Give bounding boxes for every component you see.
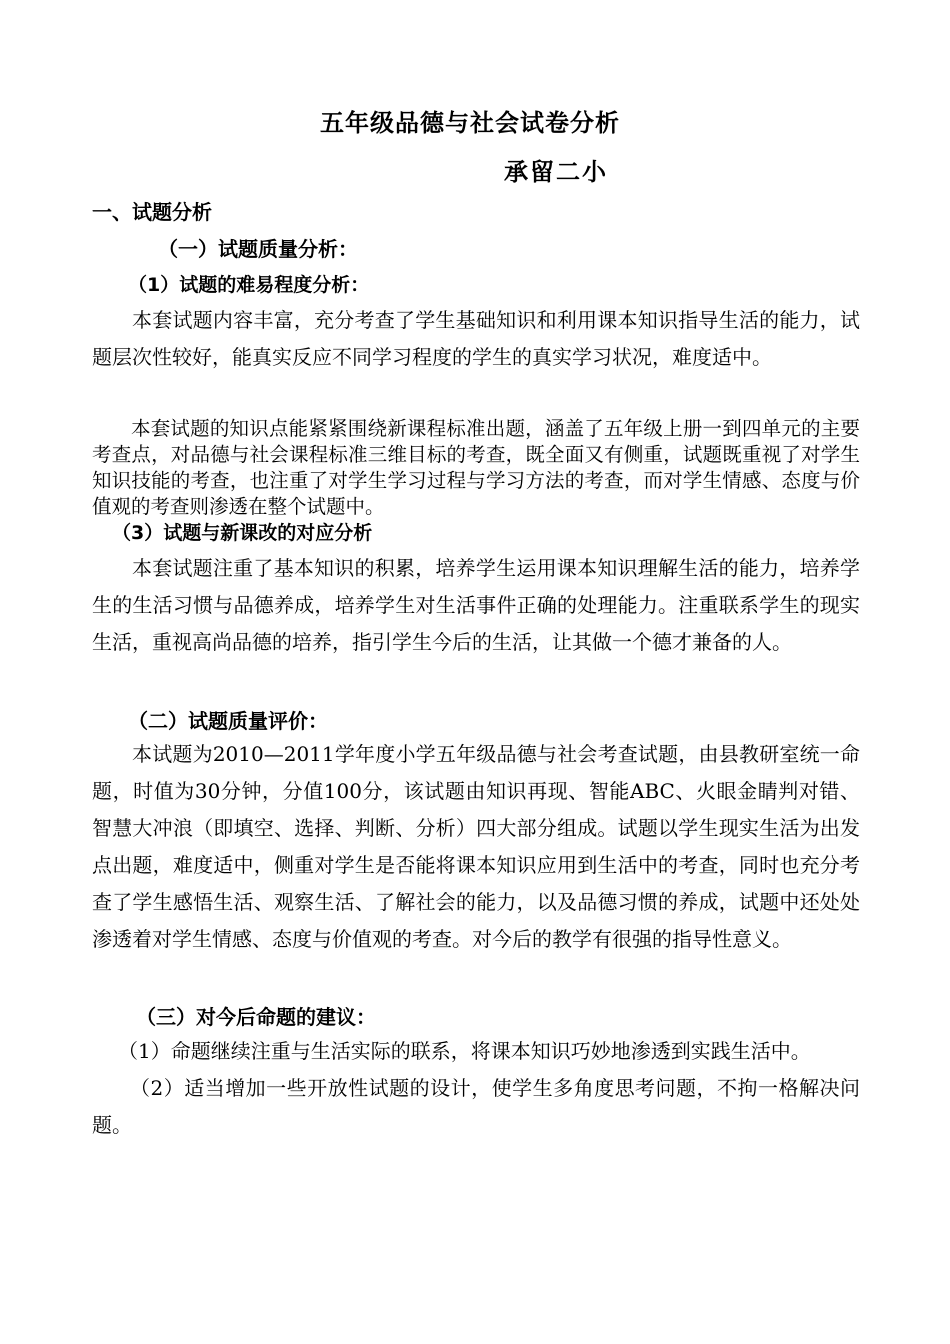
suggestion-2: （2）适当增加一些开放性试题的设计，使学生多角度思考问题，不拘一格解决问题。 <box>92 1076 860 1137</box>
paragraph-curriculum: 本套试题注重了基本知识的积累，培养学生运用课本知识理解生活的能力，培养学生的生活习惯与品德养成，培养学生对生活事件正确的处理能力。注重联系学生的现实生活，重视高尚品德的培养，指引学生今后的生活，让其做一个德才兼备的人。 <box>92 556 860 654</box>
subsection-heading-suggestions: （三）对今后命题的建议： <box>136 1005 376 1029</box>
paragraph-difficulty-1: 本套试题内容丰富，充分考查了学生基础知识和利用课本知识指导生活的能力，试题层次性较好，能真实反应不同学习程度的学生的真实学习状况，难度适中。 <box>92 308 860 369</box>
item-heading-curriculum: （3）试题与新课改的对应分析 <box>112 522 373 544</box>
section-heading-analysis: 一、试题分析 <box>92 200 212 224</box>
document-title: 五年级品德与社会试卷分析 <box>320 109 620 137</box>
school-name: 承留二小 <box>504 158 608 186</box>
paragraph-evaluation: 本试题为2010—2011学年度小学五年级品德与社会考查试题，由县教研室统一命题，时值为30分钟，分值100分，该试题由知识再现、智能ABC、火眼金睛判对错、智慧大冲浪（即填空、选择、判断、分析）四大部分组成。试题以学生现实生活为出发点出题，难度适中，侧重对学生是否能将课本知识应用到生活中的考查，同时也充分考查了学生感悟生活、观察生活、了解社会的能力，以及品德习惯的养成，试题中还处处渗透着对学生情感、态度与价值观的考查。对今后的教学有很强的指导性意义。 <box>92 742 860 951</box>
suggestion-1: （1）命题继续注重与生活实际的联系，将课本知识巧妙地渗透到实践生活中。 <box>118 1039 811 1063</box>
subsection-heading-quality: （一）试题质量分析： <box>158 237 358 261</box>
item-heading-difficulty: （1）试题的难易程度分析： <box>128 274 370 296</box>
subsection-heading-evaluation: （二）试题质量评价： <box>128 709 328 733</box>
paragraph-difficulty-2: 本套试题的知识点能紧紧围绕新课程标准出题，涵盖了五年级上册一到四单元的主要考查点，对品德与社会课程标准三维目标的考查，既全面又有侧重，试题既重视了对学生知识技能的考查，也注重了对学生学习过程与学习方法的考查，而对学生情感、态度与价值观的考查则渗透在整个试题中。 <box>92 417 860 518</box>
